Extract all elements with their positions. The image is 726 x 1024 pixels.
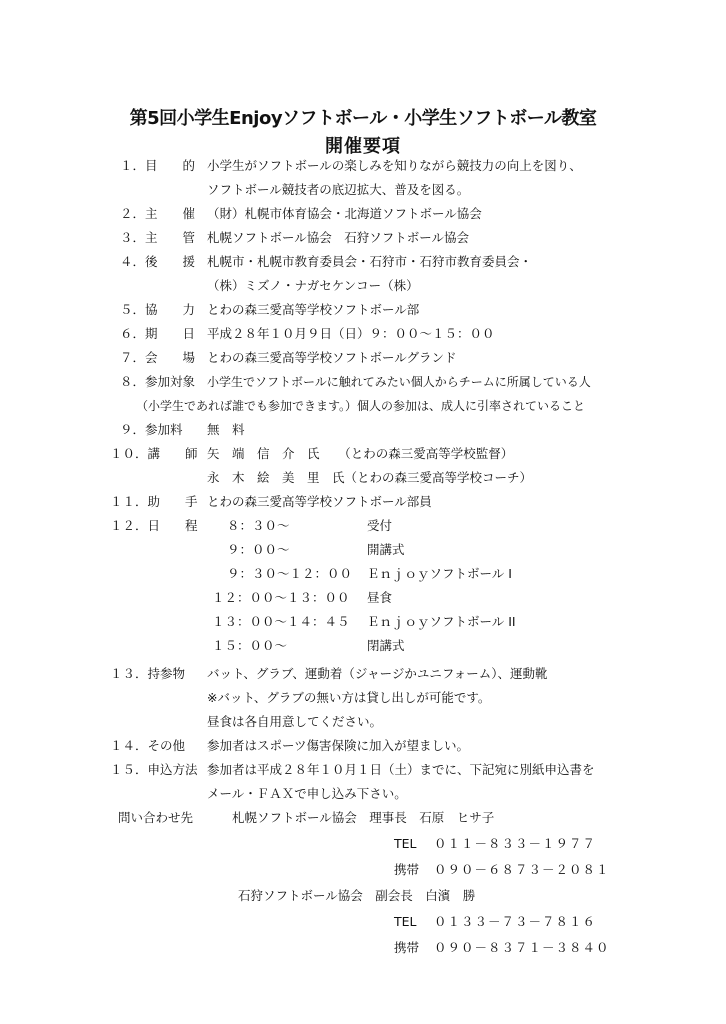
item-9-text: 無 料	[207, 422, 245, 437]
item-9-num: ９．参加料	[120, 422, 183, 437]
schedule-event: 閉講式	[367, 638, 405, 653]
contact-mobile-2: ０９０－８３７１－３８４０	[434, 940, 610, 955]
contact-tel-1-label: TEL	[394, 836, 417, 851]
contact-mobile-1: ０９０－６８７３－２０８１	[434, 862, 610, 877]
item-15-text-cont: メール・ＦＡＸで申し込み下さい。	[207, 786, 407, 801]
schedule-event: 昼食	[367, 590, 393, 605]
schedule-event: 受付	[367, 518, 393, 533]
item-15-text: 参加者は平成２８年１０月１日（土）までに、下記宛に別紙申込書を	[207, 762, 595, 777]
item-7-num: ７．会 場	[120, 350, 196, 365]
schedule-time: ９：００～	[227, 542, 290, 557]
item-8-text-cont: （小学生であれば誰でも参加できます。）個人の参加は、成人に引率されていること	[136, 399, 586, 413]
item-11-num: １１．助 手	[110, 494, 198, 509]
contact-tel-1: ０１１－８３３－１９７７	[434, 836, 597, 851]
contact-tel-2-label: TEL	[394, 914, 417, 929]
schedule-time: １５：００～	[212, 638, 288, 653]
item-1-text: 小学生がソフトボールの楽しみを知りながら競技力の向上を図り、	[207, 158, 582, 173]
item-2-num: ２．主 催	[120, 206, 196, 221]
item-6-text: 平成２８年１０月９日（日）９：００～１５：００	[207, 326, 495, 341]
schedule-event: 開講式	[367, 542, 405, 557]
item-2-text: （財）札幌市体育協会・北海道ソフトボール協会	[207, 206, 482, 221]
item-14-text: 参加者はスポーツ傷害保険に加入が望ましい。	[207, 738, 470, 753]
page-subtitle: 開催要項	[325, 136, 401, 157]
item-6-num: ６．期 日	[120, 326, 196, 341]
schedule-time: １２：００～１３：００	[212, 590, 350, 605]
schedule-time: ９：３０～１２：００	[227, 566, 353, 581]
item-7-text: とわの森三愛高等学校ソフトボールグランド	[207, 350, 457, 365]
item-15-num: １５．申込方法	[110, 762, 198, 777]
contact-org-2: 石狩ソフトボール協会 副会長 白濱 勝	[238, 888, 476, 903]
contact-label: 問い合わせ先	[118, 810, 194, 825]
item-1-text-cont: ソフトボール競技者の底辺拡大、普及を図る。	[207, 182, 470, 197]
item-13-text-cont: 昼食は各自用意してください。	[207, 714, 383, 729]
item-4-text: 札幌市・札幌市教育委員会・石狩市・石狩市教育委員会・	[207, 254, 533, 269]
item-3-num: ３．主 管	[120, 230, 196, 245]
schedule-event: Ｅｎｊｏｙソフトボール I	[367, 566, 512, 581]
item-10-text: 矢 端 信 介 氏 （とわの森三愛高等学校監督）	[207, 446, 514, 461]
item-13-text-cont: ※バット、グラブの無い方は貸し出しが可能です。	[207, 690, 491, 705]
schedule-time: ８：３０～	[227, 518, 290, 533]
item-1-num: １．目 的	[120, 158, 196, 173]
schedule-label: １２．日 程	[110, 518, 198, 533]
item-11-text: とわの森三愛高等学校ソフトボール部員	[207, 494, 432, 509]
item-10-num: １０．講 師	[110, 446, 198, 461]
item-3-text: 札幌ソフトボール協会 石狩ソフトボール協会	[207, 230, 470, 245]
contact-mobile-1-label: 携帯	[394, 862, 420, 877]
schedule-time: １３：００～１４：４５	[212, 614, 350, 629]
contact-org-1: 札幌ソフトボール協会 理事長 石原 ヒサ子	[232, 810, 495, 825]
item-8-text: 小学生でソフトボールに触れてみたい個人からチームに所属している人	[207, 375, 591, 389]
item-4-num: ４．後 援	[120, 254, 196, 269]
item-4-text-cont: （株）ミズノ・ナガセケンコー（株）	[207, 278, 419, 293]
item-5-num: ５．協 力	[120, 302, 196, 317]
schedule-event: Ｅｎｊｏｙソフトボール II	[367, 614, 516, 629]
item-14-num: １４．その他	[110, 738, 186, 753]
item-5-text: とわの森三愛高等学校ソフトボール部	[207, 302, 420, 317]
contact-mobile-2-label: 携帯	[394, 940, 420, 955]
item-10-text-cont: 永 木 絵 美 里 氏（とわの森三愛高等学校コーチ）	[207, 470, 533, 485]
item-13-text: バット、グラブ、運動着（ジャージかユニフォーム）、運動靴	[207, 666, 548, 681]
item-8-num: ８．参加対象	[120, 374, 196, 389]
page-title: 第5回小学生Enjoyソフトボール・小学生ソフトボール教室	[129, 108, 597, 129]
item-13-num: １３．持参物	[110, 666, 186, 681]
contact-tel-2: ０１３３－７３－７８１６	[434, 914, 597, 929]
